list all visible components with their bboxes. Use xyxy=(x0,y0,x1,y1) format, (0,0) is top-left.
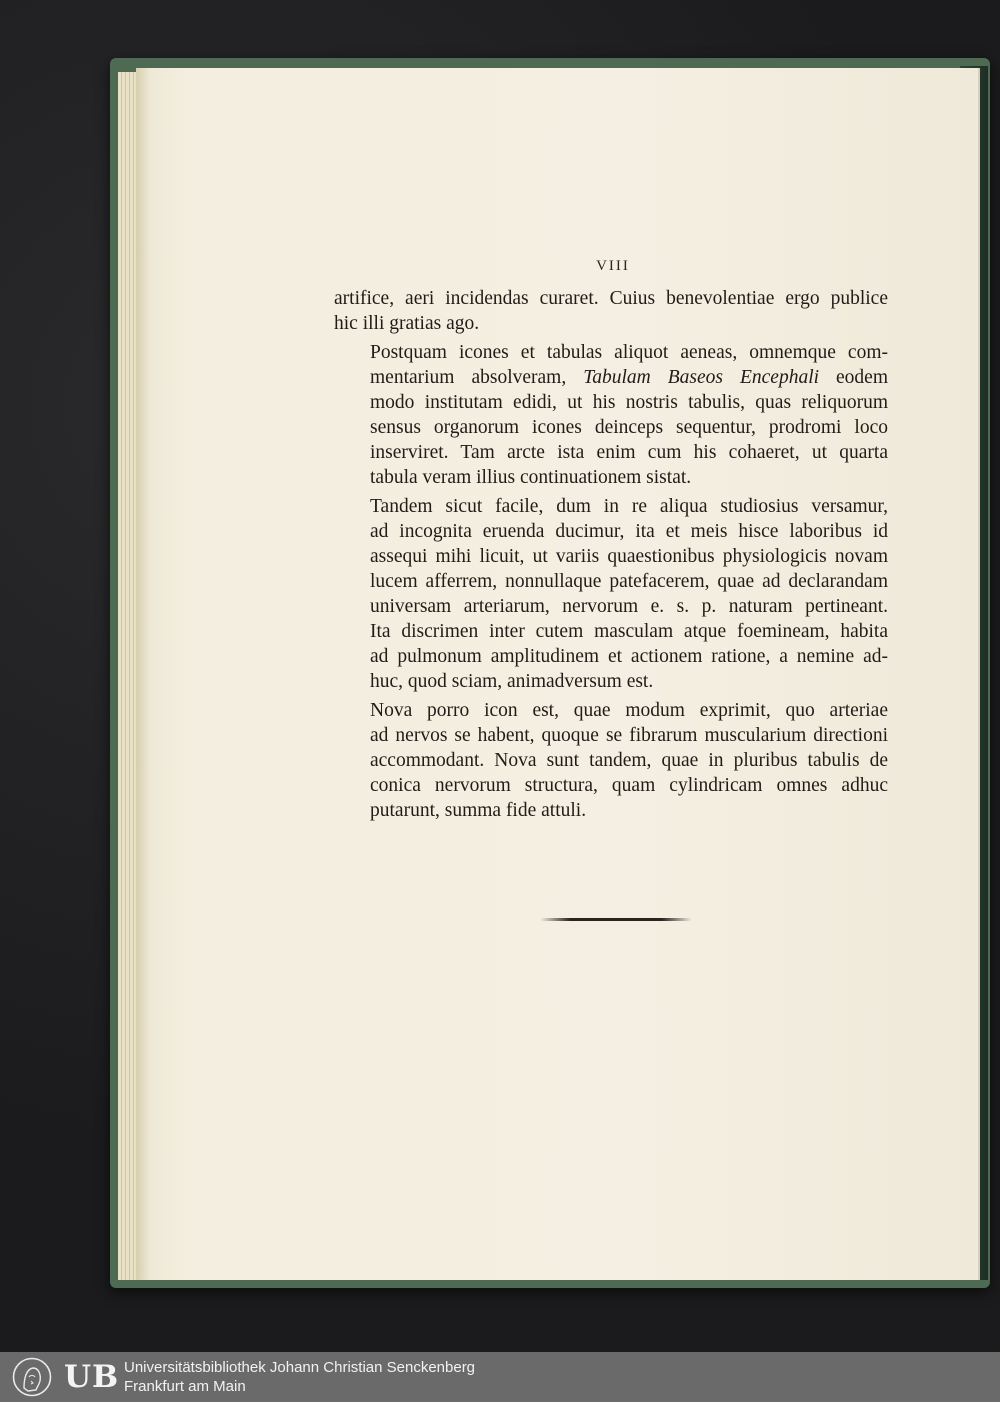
text-line: huc, quod sciam, animadversum est. xyxy=(370,671,654,692)
body-text xyxy=(334,286,888,823)
senckenberg-portrait-icon xyxy=(6,1357,58,1397)
text-line: ad incognita eruenda ducimur, ita et meis hisce laboribus id xyxy=(370,521,888,542)
text-line: Nova porro icon est, quae modum exprimit, quo arteriae xyxy=(370,700,888,721)
ub-logo-text: UB xyxy=(64,1359,120,1395)
text-line: putarunt, summa fide attuli. xyxy=(370,800,587,821)
text-line: assequi mihi licuit, ut variis quaestionibus physiologicis novam xyxy=(370,546,888,567)
text-line: Postquam icones et tabulas aliquot aeneas, omnemque com- xyxy=(370,342,888,363)
text-line: lucem afferrem, nonnullaque patefacerem, quae ad declarandam xyxy=(370,571,888,592)
text-line: Ita discrimen inter cutem masculam atque foemineam, habita xyxy=(370,621,888,642)
text-line: universam arteriarum, nervorum e. s. p. naturam pertineant. xyxy=(370,596,888,617)
text-line: inserviret. Tam arcte ista enim cum his cohaeret, ut quarta xyxy=(370,442,888,463)
text-line: conica nervorum structura, quam cylindricam omnes adhuc xyxy=(370,775,888,796)
text-line: ad pulmonum amplitudinem et actionem ratione, a nemine ad- xyxy=(370,646,888,667)
paragraph xyxy=(334,286,888,336)
text-line: sensus organorum icones deinceps sequentur, prodromi loco xyxy=(370,417,888,438)
institution-name xyxy=(124,1358,475,1396)
text-line: artifice, aeri incidendas curaret. Cuius benevolentiae ergo publice xyxy=(334,288,888,309)
text-line: Tandem sicut facile, dum in re aliqua studiosius versamur, xyxy=(370,496,888,517)
paragraph xyxy=(334,494,888,694)
text-line: hic illi gratias ago. xyxy=(334,313,480,334)
text-line: mentarium absolveram, Tabulam Baseos Encephali eodem xyxy=(370,367,888,388)
text-line: modo institutam edidi, ut his nostris tabulis, quas reliquorum xyxy=(370,392,888,413)
page-gutter-shadow xyxy=(136,68,150,1280)
text-line: ad nervos se habent, quoque se fibrarum muscularium directioni xyxy=(370,725,888,746)
paragraph xyxy=(334,340,888,490)
text-line: accommodant. Nova sunt tandem, quae in pluribus tabulis de xyxy=(370,750,888,771)
ub-logo[interactable] xyxy=(6,1357,120,1397)
institution-name-line2: Frankfurt am Main xyxy=(124,1378,246,1395)
page-stack-edge xyxy=(118,72,138,1280)
page-number: VIII xyxy=(596,258,630,274)
paragraph xyxy=(334,698,888,823)
italic-title: Tabulam Baseos Encephali xyxy=(583,367,820,388)
section-end-rule xyxy=(540,918,692,921)
text-line: tabula veram illius continuationem sistat. xyxy=(370,467,692,488)
institution-name-line1: Universitätsbibliothek Johann Christian Senckenberg xyxy=(124,1359,476,1376)
library-footer-bar xyxy=(0,1352,1000,1402)
